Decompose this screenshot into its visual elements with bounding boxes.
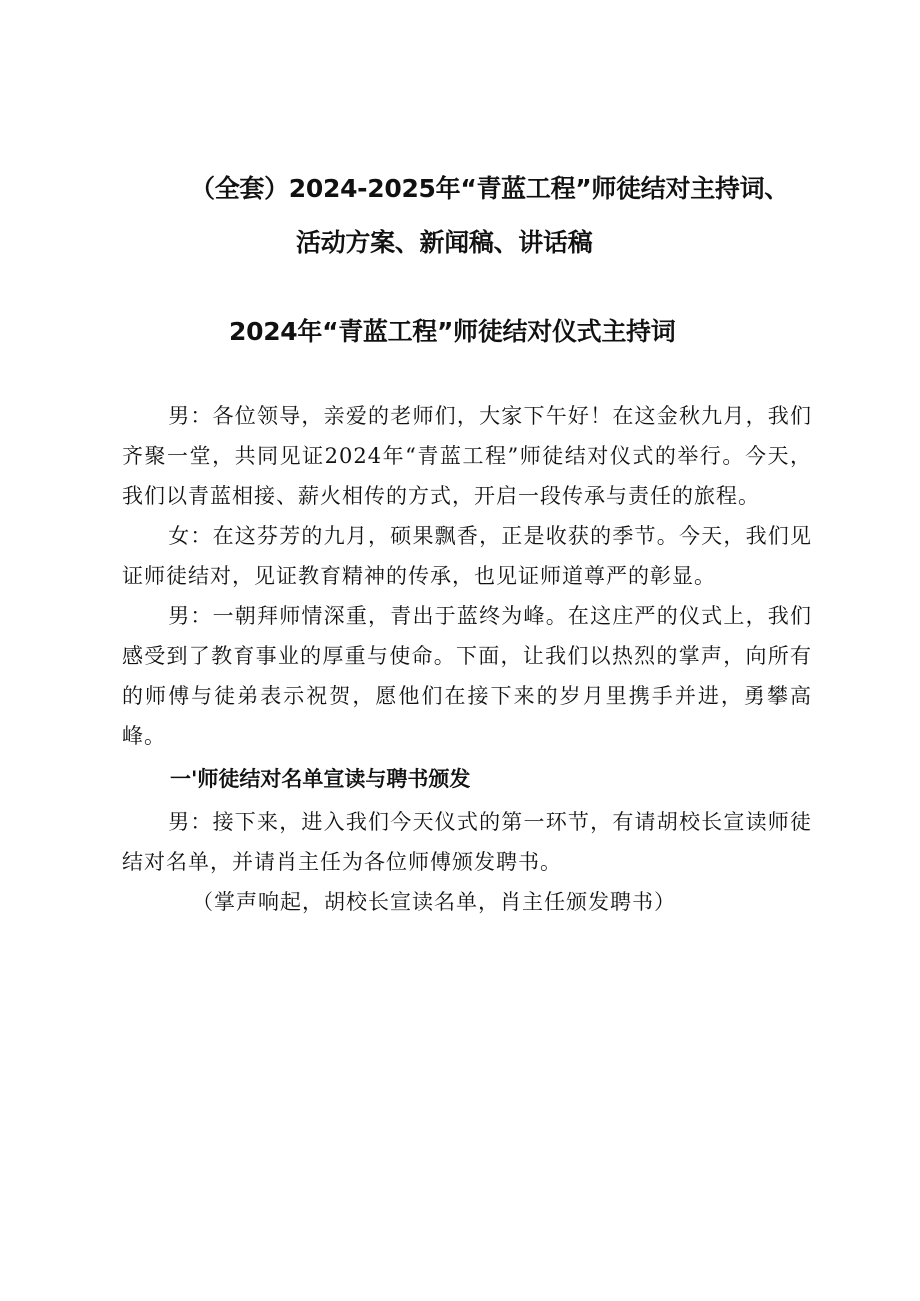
document-title-line-2: 活动方案、新闻稿、讲话稿 xyxy=(296,228,593,257)
paragraph-section-intro: 男：接下来，进入我们今天仪式的第一环节，有请胡校长宣读师徒结对名单，并请肖主任为各位师傅颁发聘书。 xyxy=(122,810,812,874)
section-heading: 一'师徒结对名单宣读与聘书颁发 xyxy=(170,767,471,791)
stage-direction: （掌声响起，胡校长宣读名单，肖主任颁发聘书） xyxy=(192,890,676,914)
document-title-line-1: （全套）2024-2025年“青蓝工程”师徒结对主持词、 xyxy=(190,174,789,203)
document-subtitle: 2024年“青蓝工程”师徒结对仪式主持词 xyxy=(229,317,676,346)
paragraph-male-host-opening: 男：各位领导，亲爱的老师们，大家下午好！在这金秋九月，我们齐聚一堂，共同见证2024年“青蓝工程”师徒结对仪式的举行。今天，我们以青蓝相接、薪火相传的方式，开启一段传承与责任的旅程。 xyxy=(122,404,812,508)
paragraph-female-host: 女：在这芬芳的九月，硕果飘香，正是收获的季节。今天，我们见证师徒结对，见证教育精神的传承，也见证师道尊严的彰显。 xyxy=(122,524,812,588)
document-body xyxy=(122,396,812,922)
paragraph-male-host-celebration: 男：一朝拜师情深重，青出于蓝终为峰。在这庄严的仪式上，我们感受到了教育事业的厚重与使命。下面，让我们以热烈的掌声，向所有的师傅与徒弟表示祝贺，愿他们在接下来的岁月里携手并进，勇攀高峰。 xyxy=(122,604,812,748)
